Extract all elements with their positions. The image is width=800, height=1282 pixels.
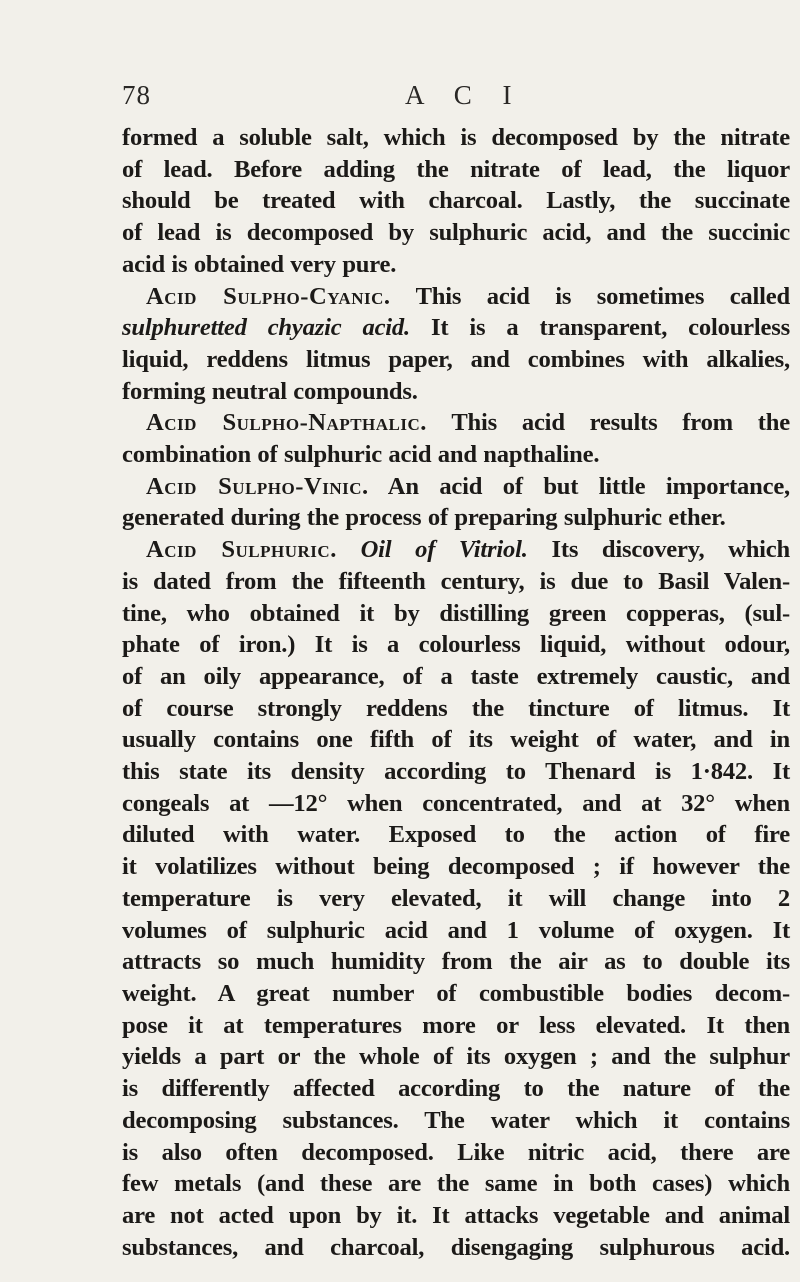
entry-text: It is a transparent, colourless — [409, 314, 790, 342]
entry-text: An acid of but little importance, — [368, 472, 790, 500]
text-line: temperature is very elevated, it will change into 2 — [122, 884, 790, 912]
text-line: of an oily appearance, of a taste extremely caustic, and — [122, 662, 790, 690]
text-line: decomposing substances. The water which it contains — [122, 1106, 790, 1134]
running-head-word: A C I — [405, 80, 524, 110]
text-line: few metals (and these are the same in both cases) which — [122, 1170, 790, 1198]
text-line: phate of iron.) It is a colourless liquid, without odour, — [122, 631, 790, 659]
entry-synonym: sulphuretted chyazic acid. — [122, 314, 410, 342]
text-line: acid is obtained very pure. — [122, 250, 397, 278]
entry-heading: Acid Sulpho-Napthalic. — [146, 409, 427, 437]
entry-acid-sulpho-cyanic — [122, 281, 790, 408]
text-line: of course strongly reddens the tincture of litmus. It — [122, 694, 790, 722]
entry-text: This acid is sometimes called — [390, 282, 790, 310]
paragraph-succinic-continuation — [122, 122, 790, 281]
running-head — [0, 80, 800, 112]
body-text — [122, 122, 790, 1263]
entry-heading: Acid Sulpho-Cyanic. — [146, 282, 391, 310]
text-line: of lead. Before adding the nitrate of lead, the liquor — [122, 155, 790, 183]
page-number: 78 — [122, 80, 151, 110]
text-line: is differently affected according to the nature of the — [122, 1075, 790, 1103]
text-line — [122, 407, 790, 439]
text-line: substances, and charcoal, disengaging sulphurous acid. — [122, 1233, 790, 1261]
text-line: forming neutral compounds. — [122, 377, 418, 405]
entry-acid-sulphuric — [122, 534, 790, 1263]
text-line — [122, 471, 790, 503]
text-line: weight. A great number of combustible bodies decom- — [122, 979, 790, 1007]
text-line: of lead is decomposed by sulphuric acid, and the succinic — [122, 219, 790, 247]
text-line: pose it at temperatures more or less elevated. It then — [122, 1011, 790, 1039]
text-line: tine, who obtained it by distilling green copperas, (sul- — [122, 599, 790, 627]
text-line: diluted with water. Exposed to the action of fire — [122, 821, 790, 849]
text-line: yields a part or the whole of its oxygen ; and the sulphur — [122, 1043, 790, 1071]
text-line: it volatilizes without being decomposed ; if however the — [122, 853, 790, 881]
text-line: usually contains one fifth of its weight of water, and in — [122, 726, 790, 754]
entry-synonym: Oil of Vitriol. — [360, 536, 528, 564]
text-line: this state its density according to Thenard is 1·842. It — [122, 758, 790, 786]
text-line: formed a soluble salt, which is decomposed by the nitrate — [122, 124, 790, 151]
text-line: is also often decomposed. Like nitric acid, there are — [122, 1138, 790, 1166]
text-line: are not acted upon by it. It attacks vegetable and animal — [122, 1201, 790, 1229]
entry-acid-sulpho-vinic — [122, 471, 790, 534]
text-line: generated during the process of preparing sulphuric ether. — [122, 504, 726, 532]
text-line — [122, 281, 790, 313]
text-line — [122, 534, 790, 566]
text-line: volumes of sulphuric acid and 1 volume of oxygen. It — [122, 916, 790, 944]
text-line: combination of sulphuric acid and napthaline. — [122, 441, 600, 469]
text-line: congeals at —12° when concentrated, and at 32° when — [122, 789, 790, 817]
text-line: should be treated with charcoal. Lastly, the succinate — [122, 187, 790, 215]
entry-acid-sulpho-napthalic — [122, 407, 790, 470]
entry-text: Its discovery, which — [527, 536, 790, 564]
entry-text: This acid results from the — [426, 409, 790, 437]
entry-heading: Acid Sulphuric. — [146, 536, 337, 564]
entry-heading: Acid Sulpho-Vinic. — [146, 472, 369, 500]
text-line: is dated from the fifteenth century, is due to Basil Valen- — [122, 567, 790, 595]
text-line: attracts so much humidity from the air as to double its — [122, 948, 790, 976]
text-line: liquid, reddens litmus paper, and combines with alkalies, — [122, 345, 790, 373]
text-line — [122, 312, 790, 344]
